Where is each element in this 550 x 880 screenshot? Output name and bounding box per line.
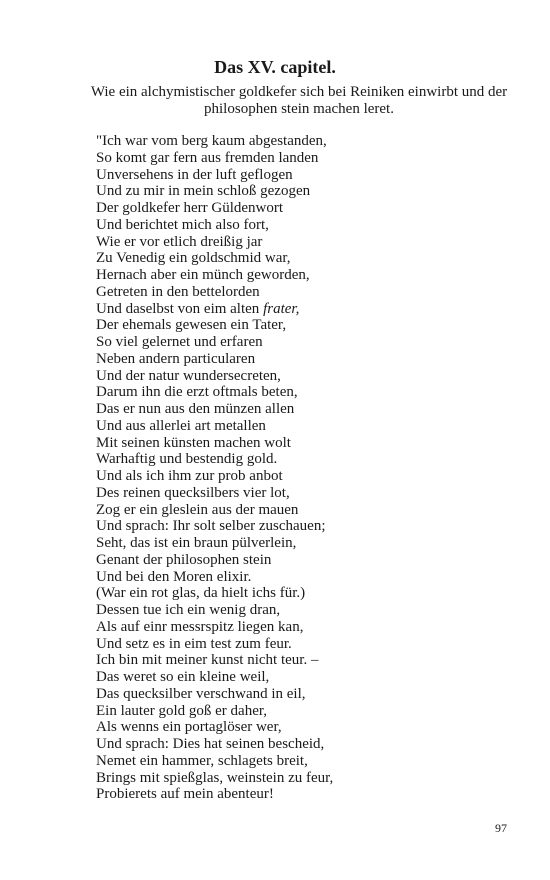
poem-line xyxy=(96,301,516,318)
poem-line-text: Der goldkefer herr Güldenwort xyxy=(96,200,284,216)
poem-line-italic-text: frater, xyxy=(263,300,300,317)
poem-line xyxy=(96,686,516,703)
chapter-subtitle: Wie ein alchymistischer goldkefer sich bei Reiniken einwirbt und der philosophen stein machen leret. xyxy=(90,84,508,117)
poem-line-text: Und sprach: Dies hat seinen bescheid, xyxy=(96,736,325,752)
poem-line xyxy=(96,619,516,636)
poem-line xyxy=(96,569,516,586)
poem-line-text: "Ich war vom berg kaum abgestanden, xyxy=(96,133,327,149)
poem-line xyxy=(96,652,516,669)
poem-line xyxy=(96,770,516,787)
poem-line xyxy=(96,518,516,535)
poem-line-text: Als auf einr messrspitz liegen kan, xyxy=(96,618,304,635)
poem-line-text: Hernach aber ein münch geworden, xyxy=(96,267,310,283)
poem-line xyxy=(96,167,516,184)
poem-line xyxy=(96,401,516,418)
poem-line xyxy=(96,234,516,251)
poem-line xyxy=(96,585,516,602)
poem-text xyxy=(96,133,516,803)
poem-line xyxy=(96,636,516,653)
poem-line xyxy=(96,150,516,167)
poem-line xyxy=(96,217,516,234)
poem-line xyxy=(96,384,516,401)
poem-line xyxy=(96,535,516,552)
poem-line-text: Warhaftig und bestendig gold. xyxy=(96,451,278,468)
poem-line-text: Und aus allerlei art metallen xyxy=(96,417,266,434)
poem-line-text: Getreten in den bettelorden xyxy=(96,283,260,300)
poem-line xyxy=(96,669,516,686)
poem-line-text: Ich bin mit meiner kunst nicht teur. – xyxy=(96,652,319,669)
poem-line xyxy=(96,351,516,368)
poem-line xyxy=(96,451,516,468)
poem-line-text: Der ehemals gewesen ein Tater, xyxy=(96,317,287,334)
poem-line-text: Das quecksilber verschwand in eil, xyxy=(96,685,306,702)
poem-line-text: Brings mit spießglas, weinstein zu feur, xyxy=(96,769,334,786)
poem-line xyxy=(96,418,516,435)
poem-line-text: Das er nun aus den münzen allen xyxy=(96,401,295,417)
poem-line xyxy=(96,368,516,385)
poem-line-text: Probierets auf mein abenteur! xyxy=(96,786,274,803)
poem-line xyxy=(96,200,516,217)
poem-line-text: Seht, das ist ein braun pülverlein, xyxy=(96,535,297,551)
poem-line xyxy=(96,786,516,803)
poem-line-text: So viel gelernet und erfaren xyxy=(96,334,263,350)
poem-line-text: Und sprach: Ihr solt selber zuschauen; xyxy=(96,518,326,535)
poem-line-text: Und daselbst von eim alten xyxy=(96,300,264,317)
poem-line xyxy=(96,753,516,770)
poem-line-text: So komt gar fern aus fremden landen xyxy=(96,149,319,166)
poem-line-text: Zog er ein gleslein aus der mauen xyxy=(96,501,299,518)
poem-line-text: (War ein rot glas, da hielt ichs für.) xyxy=(96,585,306,602)
poem-line-text: Und als ich ihm zur prob anbot xyxy=(96,468,283,484)
poem-line xyxy=(96,317,516,334)
poem-line-text: Unversehens in der luft geflogen xyxy=(96,166,293,183)
poem-line-text: Ein lauter gold goß er daher, xyxy=(96,702,268,719)
poem-line xyxy=(96,468,516,485)
poem-line xyxy=(96,133,516,150)
poem-line-text: Und zu mir in mein schloß gezogen xyxy=(96,183,311,200)
poem-line xyxy=(96,703,516,720)
poem-line xyxy=(96,485,516,502)
poem-line xyxy=(96,552,516,569)
poem-line-text: Dessen tue ich ein wenig dran, xyxy=(96,602,281,618)
page-number: 97 xyxy=(495,821,507,835)
poem-line xyxy=(96,334,516,351)
poem-line-text: Und bei den Moren elixir. xyxy=(96,568,252,585)
poem-line-text: Mit seinen künsten machen wolt xyxy=(96,434,291,451)
poem-line-text: Zu Venedig ein goldschmid war, xyxy=(96,250,291,267)
poem-line-text: Das weret so ein kleine weil, xyxy=(96,669,270,685)
poem-line-text: Neben andern particularen xyxy=(96,350,256,367)
poem-line xyxy=(96,736,516,753)
poem-line xyxy=(96,602,516,619)
poem-line-text: Und berichtet mich also fort, xyxy=(96,216,269,233)
poem-line xyxy=(96,183,516,200)
chapter-title: Das XV. capitel. xyxy=(214,57,336,77)
poem-line-text: Und der natur wundersecreten, xyxy=(96,367,281,384)
poem-line xyxy=(96,267,516,284)
poem-line-text: Darum ihn die erzt oftmals beten, xyxy=(96,384,298,401)
poem-line xyxy=(96,719,516,736)
poem-line-text: Als wenns ein portaglöser wer, xyxy=(96,719,282,736)
poem-line-text: Wie er vor etlich dreißig jar xyxy=(96,233,263,250)
poem-line-text: Und setz es in eim test zum feur. xyxy=(96,635,292,652)
poem-line xyxy=(96,250,516,267)
poem-line-text: Nemet ein hammer, schlagets breit, xyxy=(96,752,308,769)
poem-line-text: Des reinen quecksilbers vier lot, xyxy=(96,484,290,501)
poem-line xyxy=(96,284,516,301)
poem-line xyxy=(96,502,516,519)
poem-line-text: Genant der philosophen stein xyxy=(96,551,272,568)
poem-line xyxy=(96,435,516,452)
